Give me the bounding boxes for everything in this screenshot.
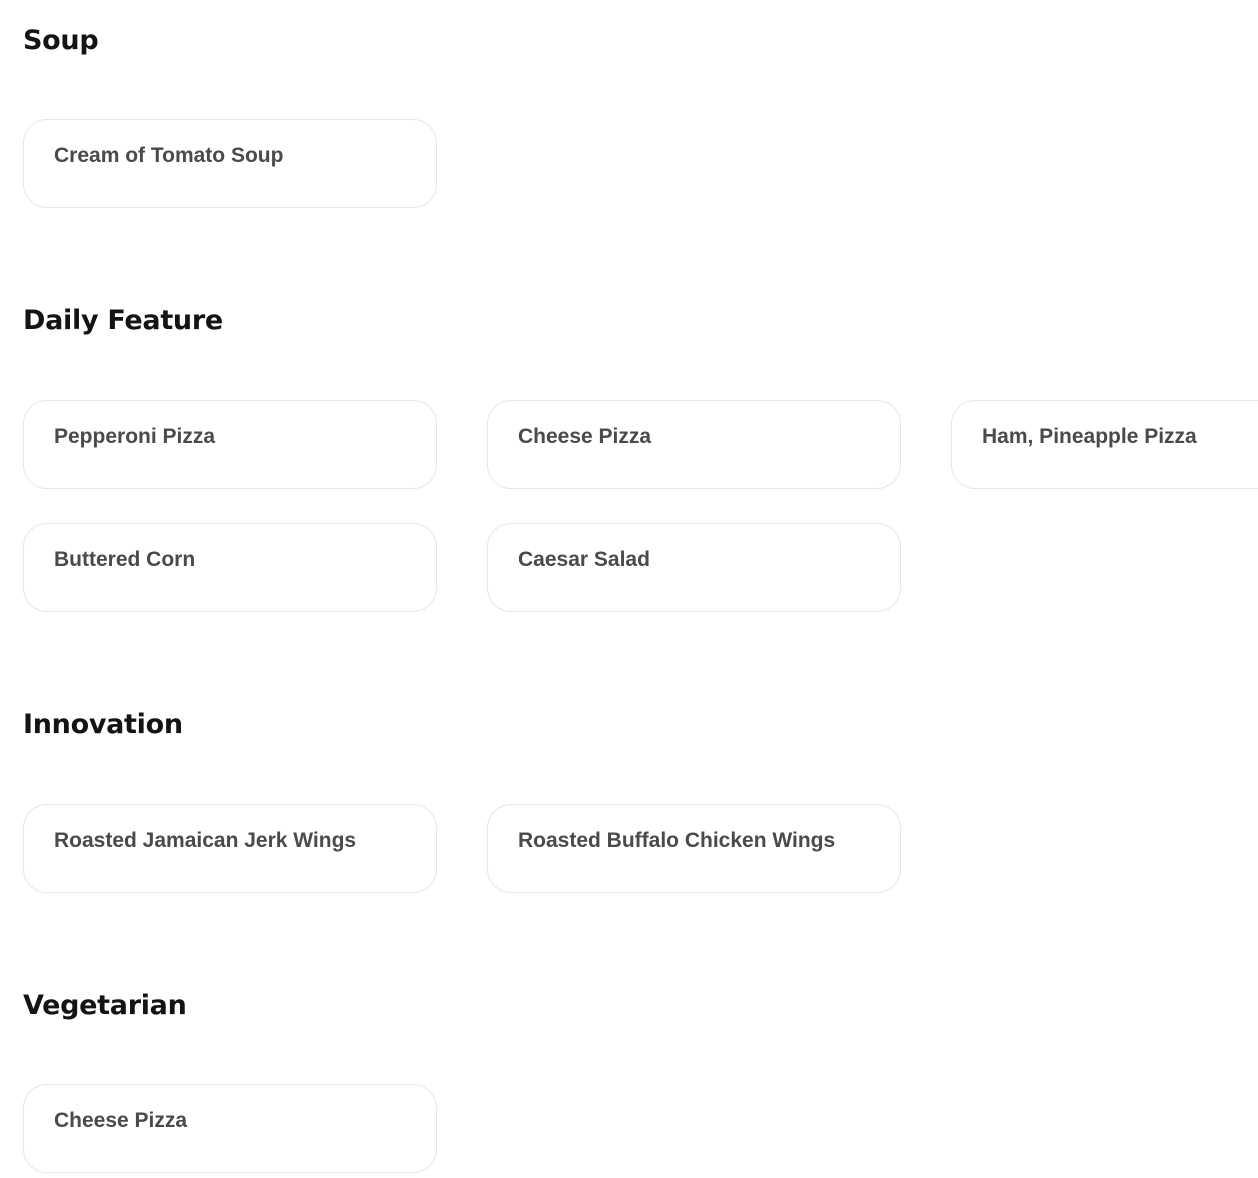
menu-item-card[interactable] — [487, 400, 901, 489]
section-title-daily-feature: Daily Feature — [23, 305, 223, 336]
section-title-vegetarian: Vegetarian — [23, 990, 187, 1021]
menu-item-label: Cream of Tomato Soup — [54, 144, 284, 167]
menu-item-label: Cheese Pizza — [54, 1109, 188, 1132]
menu-item-card[interactable] — [23, 804, 437, 893]
menu-item-card[interactable] — [23, 523, 437, 612]
menu-item-label: Cheese Pizza — [518, 425, 652, 448]
menu-item-label: Buttered Corn — [54, 548, 196, 571]
menu-item-card[interactable] — [23, 119, 437, 208]
menu-item-card[interactable] — [487, 804, 901, 893]
menu-item-label: Pepperoni Pizza — [54, 425, 216, 448]
menu-item-card[interactable] — [951, 400, 1258, 489]
section-title-innovation: Innovation — [23, 709, 183, 740]
menu-item-label: Roasted Buffalo Chicken Wings — [518, 829, 836, 852]
menu-item-label: Roasted Jamaican Jerk Wings — [54, 829, 357, 852]
menu-item-label: Ham, Pineapple Pizza — [982, 425, 1197, 448]
section-title-soup: Soup — [23, 25, 99, 56]
menu-item-label: Caesar Salad — [518, 548, 650, 571]
menu-item-card[interactable] — [23, 400, 437, 489]
menu-item-card[interactable] — [487, 523, 901, 612]
menu-item-card[interactable] — [23, 1084, 437, 1173]
